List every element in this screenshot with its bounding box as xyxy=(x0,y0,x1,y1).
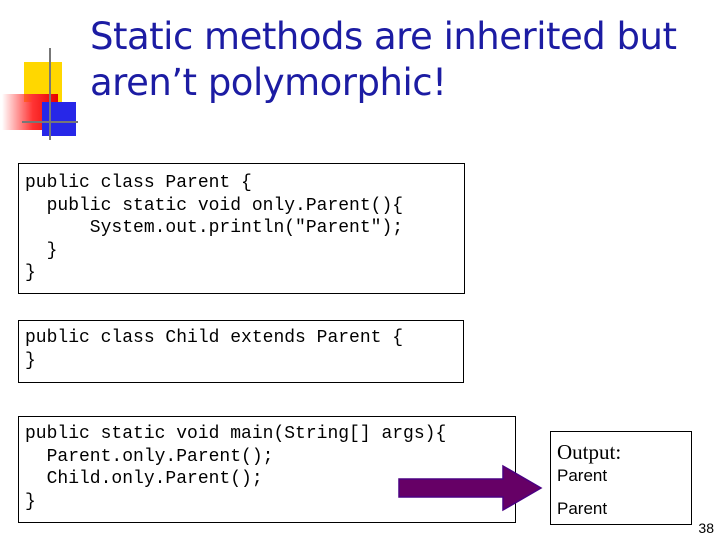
output-box xyxy=(550,431,692,525)
child-class-code-box xyxy=(18,320,464,383)
output-line: Parent xyxy=(557,499,608,518)
output-line: Parent xyxy=(557,466,608,485)
parent-class-code-box xyxy=(18,163,465,294)
output-label: Output: xyxy=(557,440,622,464)
slide-title: Static methods are inherited but aren’t polymorphic! xyxy=(90,15,677,104)
right-arrow-icon xyxy=(398,464,543,512)
page-number: 38 xyxy=(698,520,714,536)
parent-class-code: public class Parent { public static void only.Parent(){ System.out.println("Parent"); } } xyxy=(25,173,404,283)
decorative-horizontal-line xyxy=(22,121,78,123)
main-method-code: public static void main(String[] args){ Parent.only.Parent(); Child.only.Parent(); } xyxy=(25,424,447,512)
decorative-vertical-line xyxy=(49,48,51,140)
decorative-blue-square xyxy=(42,102,76,136)
child-class-code: public class Child extends Parent { } xyxy=(25,328,404,371)
